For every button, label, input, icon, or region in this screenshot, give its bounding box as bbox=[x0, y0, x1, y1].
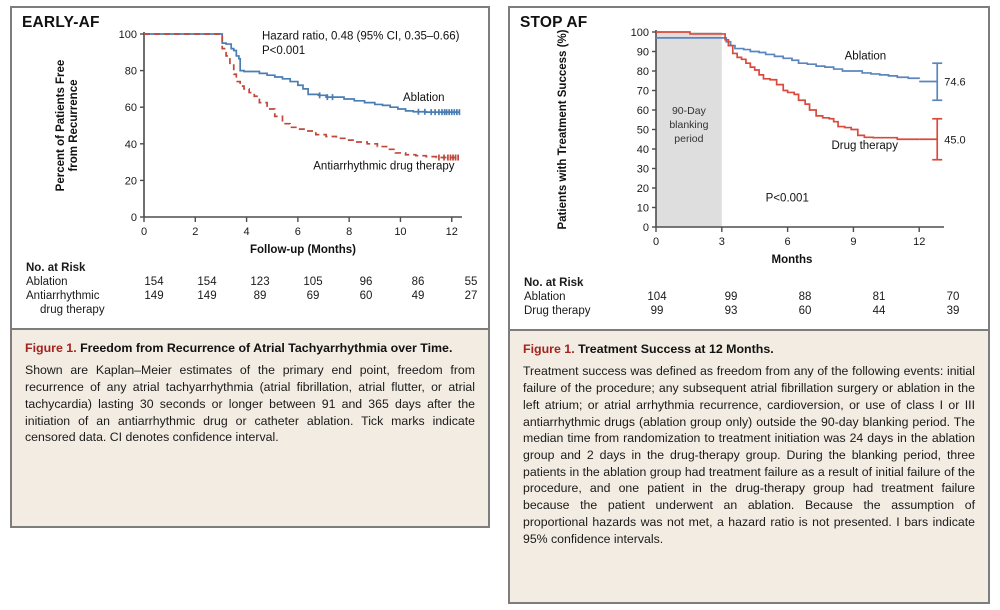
risk-value: 104 bbox=[647, 291, 667, 303]
risk-table-title: No. at Risk bbox=[26, 262, 86, 274]
risk-value: 99 bbox=[650, 305, 664, 317]
svg-text:74.6: 74.6 bbox=[944, 76, 966, 89]
kaplan-meier-plot-early-af bbox=[12, 8, 488, 258]
svg-text:0: 0 bbox=[140, 226, 148, 238]
risk-value: 55 bbox=[464, 276, 478, 288]
svg-text:10: 10 bbox=[636, 202, 649, 215]
svg-text:period: period bbox=[674, 132, 704, 145]
figure-panel-early-af bbox=[10, 6, 490, 528]
caption-figure-number: Figure 1. bbox=[523, 342, 575, 356]
risk-table-row-ablation bbox=[524, 291, 988, 305]
svg-text:60: 60 bbox=[124, 102, 137, 115]
svg-text:3: 3 bbox=[718, 236, 725, 248]
risk-value: 27 bbox=[464, 290, 478, 302]
caption-body: Treatment success was defined as freedom from any of the following events: initial failure of the procedure; any subsequent atrial fibrillation surgery or ablation in the left atrium; or atrial arrhythmia recurrence, cardioversion, or use of class I or III antiarrhythmic drugs (ablation group only) outside the 90-day blanking period. The median time from randomization to treatment initiation was 24 days in the ablation group and 2 days in the drug-therapy group. During the blanking period, three patients in the ablation group had treatment failure as a result of initial failure of the procedure, and one patient in the drug-therapy group had treatment failure because the patient underwent an ablation. Because the assumption of proportional hazards was not met, a hazard ratio is not presented. I bars indicate 95% confidence intervals. bbox=[523, 364, 975, 546]
svg-text:80: 80 bbox=[636, 66, 649, 78]
svg-text:2: 2 bbox=[192, 226, 199, 238]
risk-value: 88 bbox=[798, 291, 812, 303]
caption-figure-number: Figure 1. bbox=[25, 341, 77, 355]
svg-text:9: 9 bbox=[850, 236, 857, 248]
risk-value: 70 bbox=[946, 291, 960, 303]
svg-text:6: 6 bbox=[784, 236, 791, 248]
svg-text:20: 20 bbox=[124, 175, 137, 188]
svg-text:40: 40 bbox=[124, 138, 137, 151]
svg-text:90: 90 bbox=[636, 46, 649, 59]
svg-text:60: 60 bbox=[636, 105, 649, 117]
svg-text:Antiarrhythmic drug therapy: Antiarrhythmic drug therapy bbox=[313, 160, 455, 173]
risk-value: 89 bbox=[253, 290, 267, 302]
caption-title: Treatment Success at 12 Months. bbox=[578, 342, 774, 356]
svg-text:40: 40 bbox=[636, 144, 649, 156]
svg-text:80: 80 bbox=[124, 65, 137, 78]
risk-value: 96 bbox=[359, 276, 373, 288]
svg-text:8: 8 bbox=[346, 226, 353, 238]
svg-text:6: 6 bbox=[294, 226, 301, 238]
caption-heading bbox=[523, 341, 975, 357]
svg-text:30: 30 bbox=[636, 163, 649, 176]
svg-text:P<0.001: P<0.001 bbox=[765, 192, 809, 205]
risk-value: 60 bbox=[359, 290, 373, 302]
caption-heading bbox=[25, 340, 475, 356]
risk-row-label: Ablation bbox=[26, 276, 68, 288]
chart-early-af bbox=[12, 8, 488, 258]
risk-row-label: Antiarrhythmic bbox=[26, 290, 100, 302]
risk-value: 69 bbox=[306, 290, 320, 302]
svg-text:Ablation: Ablation bbox=[844, 50, 887, 63]
risk-value: 60 bbox=[798, 305, 812, 317]
risk-table-early-af bbox=[12, 258, 488, 328]
svg-text:0: 0 bbox=[130, 212, 137, 224]
risk-value: 86 bbox=[411, 276, 425, 288]
svg-text:Follow-up (Months): Follow-up (Months) bbox=[249, 244, 357, 256]
svg-text:100: 100 bbox=[118, 29, 137, 41]
risk-value: 154 bbox=[144, 276, 164, 288]
risk-table-title: No. at Risk bbox=[524, 277, 584, 289]
caption-body: Shown are Kaplan–Meier estimates of the primary end point, freedom from recurrence of any atrial tachyarrhythmia (atrial fibrillation, atrial flutter, or atrial tachycardia) lasting 30 seconds or longer between 91 and 365 days after the initiation of an antiarrhythmic drug or catheter ablation. Tick marks indicate censored data. CI denotes confidence interval. bbox=[25, 363, 475, 445]
risk-value: 99 bbox=[724, 291, 738, 303]
kaplan-meier-plot-stop-af bbox=[510, 8, 988, 273]
svg-text:Drug therapy: Drug therapy bbox=[831, 140, 898, 152]
caption-early-af bbox=[12, 328, 488, 526]
panel-title-stop-af: STOP AF bbox=[520, 14, 588, 31]
risk-value: 149 bbox=[197, 290, 217, 302]
risk-table-stop-af bbox=[510, 273, 988, 329]
svg-text:0: 0 bbox=[642, 222, 649, 234]
svg-text:P<0.001: P<0.001 bbox=[261, 45, 306, 58]
risk-table-row-antiarrhythmic bbox=[26, 290, 488, 304]
svg-text:12: 12 bbox=[445, 226, 458, 238]
risk-value: 44 bbox=[872, 305, 886, 317]
risk-row-label: Drug therapy bbox=[524, 305, 591, 317]
chart-stop-af bbox=[510, 8, 988, 273]
svg-text:blanking: blanking bbox=[669, 118, 709, 131]
svg-text:70: 70 bbox=[636, 85, 649, 98]
caption-stop-af bbox=[510, 329, 988, 602]
risk-row-label: Ablation bbox=[524, 291, 566, 303]
svg-text:45.0: 45.0 bbox=[944, 134, 966, 147]
risk-value: 93 bbox=[724, 305, 738, 317]
svg-text:100: 100 bbox=[630, 27, 649, 39]
svg-text:0: 0 bbox=[652, 236, 660, 248]
risk-value: 49 bbox=[411, 290, 425, 302]
svg-text:90-Day: 90-Day bbox=[671, 104, 706, 117]
panel-title-early-af: EARLY-AF bbox=[22, 14, 100, 31]
svg-text:from Recurrence: from Recurrence bbox=[68, 79, 80, 172]
svg-text:10: 10 bbox=[394, 226, 407, 238]
svg-text:50: 50 bbox=[636, 124, 649, 137]
svg-text:Months: Months bbox=[771, 254, 813, 266]
svg-text:20: 20 bbox=[636, 183, 649, 195]
risk-value: 154 bbox=[197, 276, 217, 288]
figure-panel-stop-af bbox=[508, 6, 990, 604]
caption-title: Freedom from Recurrence of Atrial Tachyarrhythmia over Time. bbox=[80, 341, 453, 355]
risk-value: 105 bbox=[303, 276, 323, 288]
risk-value: 149 bbox=[144, 290, 164, 302]
risk-table-row-ablation bbox=[26, 276, 488, 290]
svg-text:4: 4 bbox=[243, 226, 250, 238]
risk-value: 123 bbox=[250, 276, 270, 288]
svg-text:Ablation: Ablation bbox=[403, 91, 445, 104]
risk-row-label-continued: drug therapy bbox=[40, 304, 105, 316]
svg-text:Hazard ratio, 0.48 (95% CI, 0.: Hazard ratio, 0.48 (95% CI, 0.35–0.66) bbox=[261, 30, 460, 43]
risk-value: 39 bbox=[946, 305, 960, 317]
svg-text:Percent of Patients Free: Percent of Patients Free bbox=[55, 59, 67, 192]
risk-table-row-continuation bbox=[26, 304, 488, 318]
svg-text:Patients with Treatment Succes: Patients with Treatment Success (%) bbox=[557, 29, 569, 230]
risk-value: 81 bbox=[872, 291, 886, 303]
svg-text:12: 12 bbox=[913, 236, 926, 248]
risk-table-row-drug-therapy bbox=[524, 305, 988, 319]
